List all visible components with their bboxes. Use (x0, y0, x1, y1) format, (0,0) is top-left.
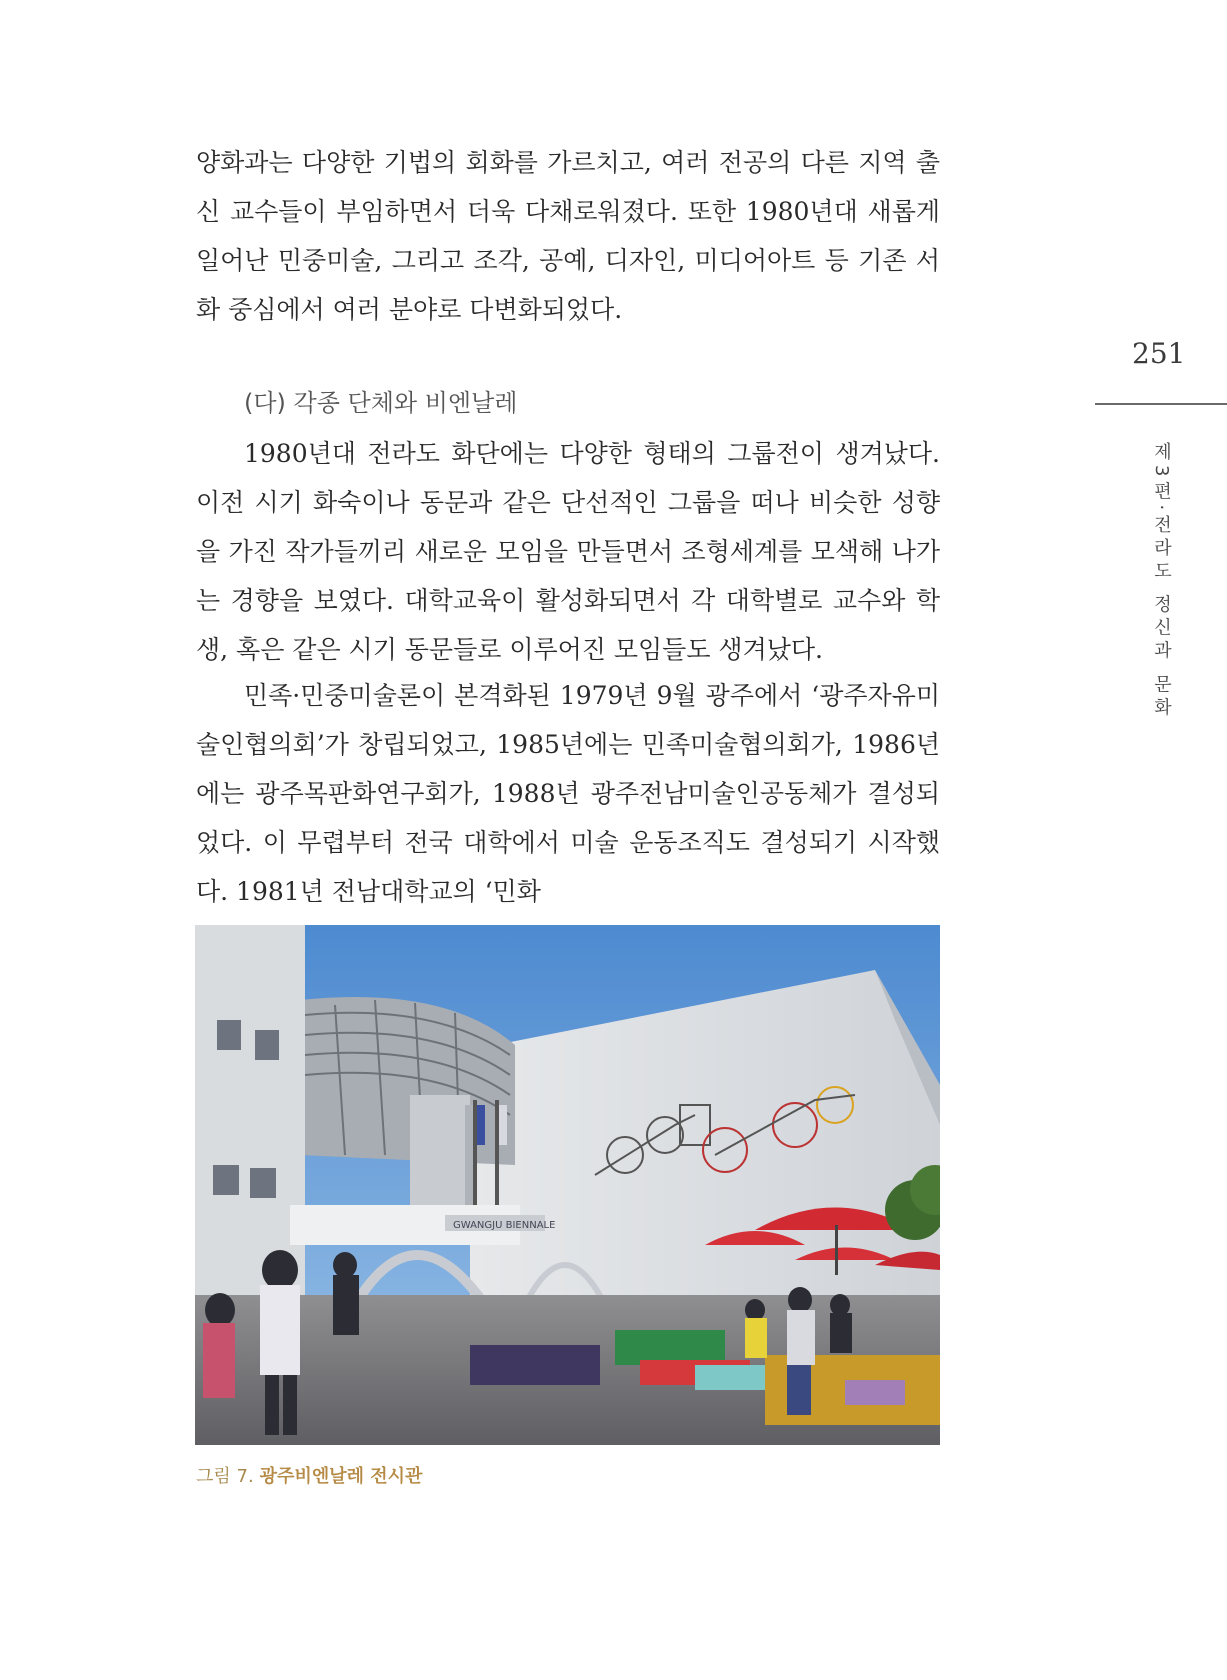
body-paragraph-3: 민족·민중미술론이 본격화된 1979년 9월 광주에서 ‘광주자유미술인협의회’가 창립되었고, 1985년에는 민족미술협의회가, 1986년에는 광주목판화연구회가, 1988년 광주전남미술인공동체가 결성되었다. 이 무렵부터 전국 대학에서 미술 운동조직도 결성되기 시작했다. 1981년 전남대학교의 ‘민화 (196, 681, 940, 906)
page-number: 251 (1132, 337, 1186, 370)
figure-photo-biennale-hall (195, 925, 940, 1445)
body-paragraph-2: 1980년대 전라도 화단에는 다양한 형태의 그룹전이 생겨났다. 이전 시기 화숙이나 동문과 같은 단선적인 그룹을 떠나 비슷한 성향을 가진 작가들끼리 새로운 모임을 만들면서 조형세계를 모색해 나가는 경향을 보였다. 대학교육이 활성화되면서 각 대학별로 교수와 학생, 혹은 같은 시기 동문들로 이루어진 모임들도 생겨났다. (196, 439, 940, 664)
figure-caption-title: 광주비엔날레 전시관 (259, 1466, 423, 1487)
section-subheading: (다) 각종 단체와 비엔날레 (244, 389, 518, 417)
body-paragraph-1: 양화과는 다양한 기법의 회화를 가르치고, 여러 전공의 다른 지역 출신 교수들이 부임하면서 더욱 다채로워졌다. 또한 1980년대 새롭게 일어난 민중미술, 그리고 조각, 공예, 디자인, 미디어아트 등 기존 서화 중심에서 여러 분야로 다변화되었다. (196, 148, 940, 324)
page-number-rule (1095, 403, 1227, 405)
figure-caption (196, 1462, 422, 1488)
section-title-vertical: 제3편·전라도 정신과 문화 (1151, 442, 1172, 721)
entrance-sign: GWANGJU BIENNALE (453, 1220, 556, 1231)
figure-caption-number: 그림 7. (196, 1466, 254, 1487)
